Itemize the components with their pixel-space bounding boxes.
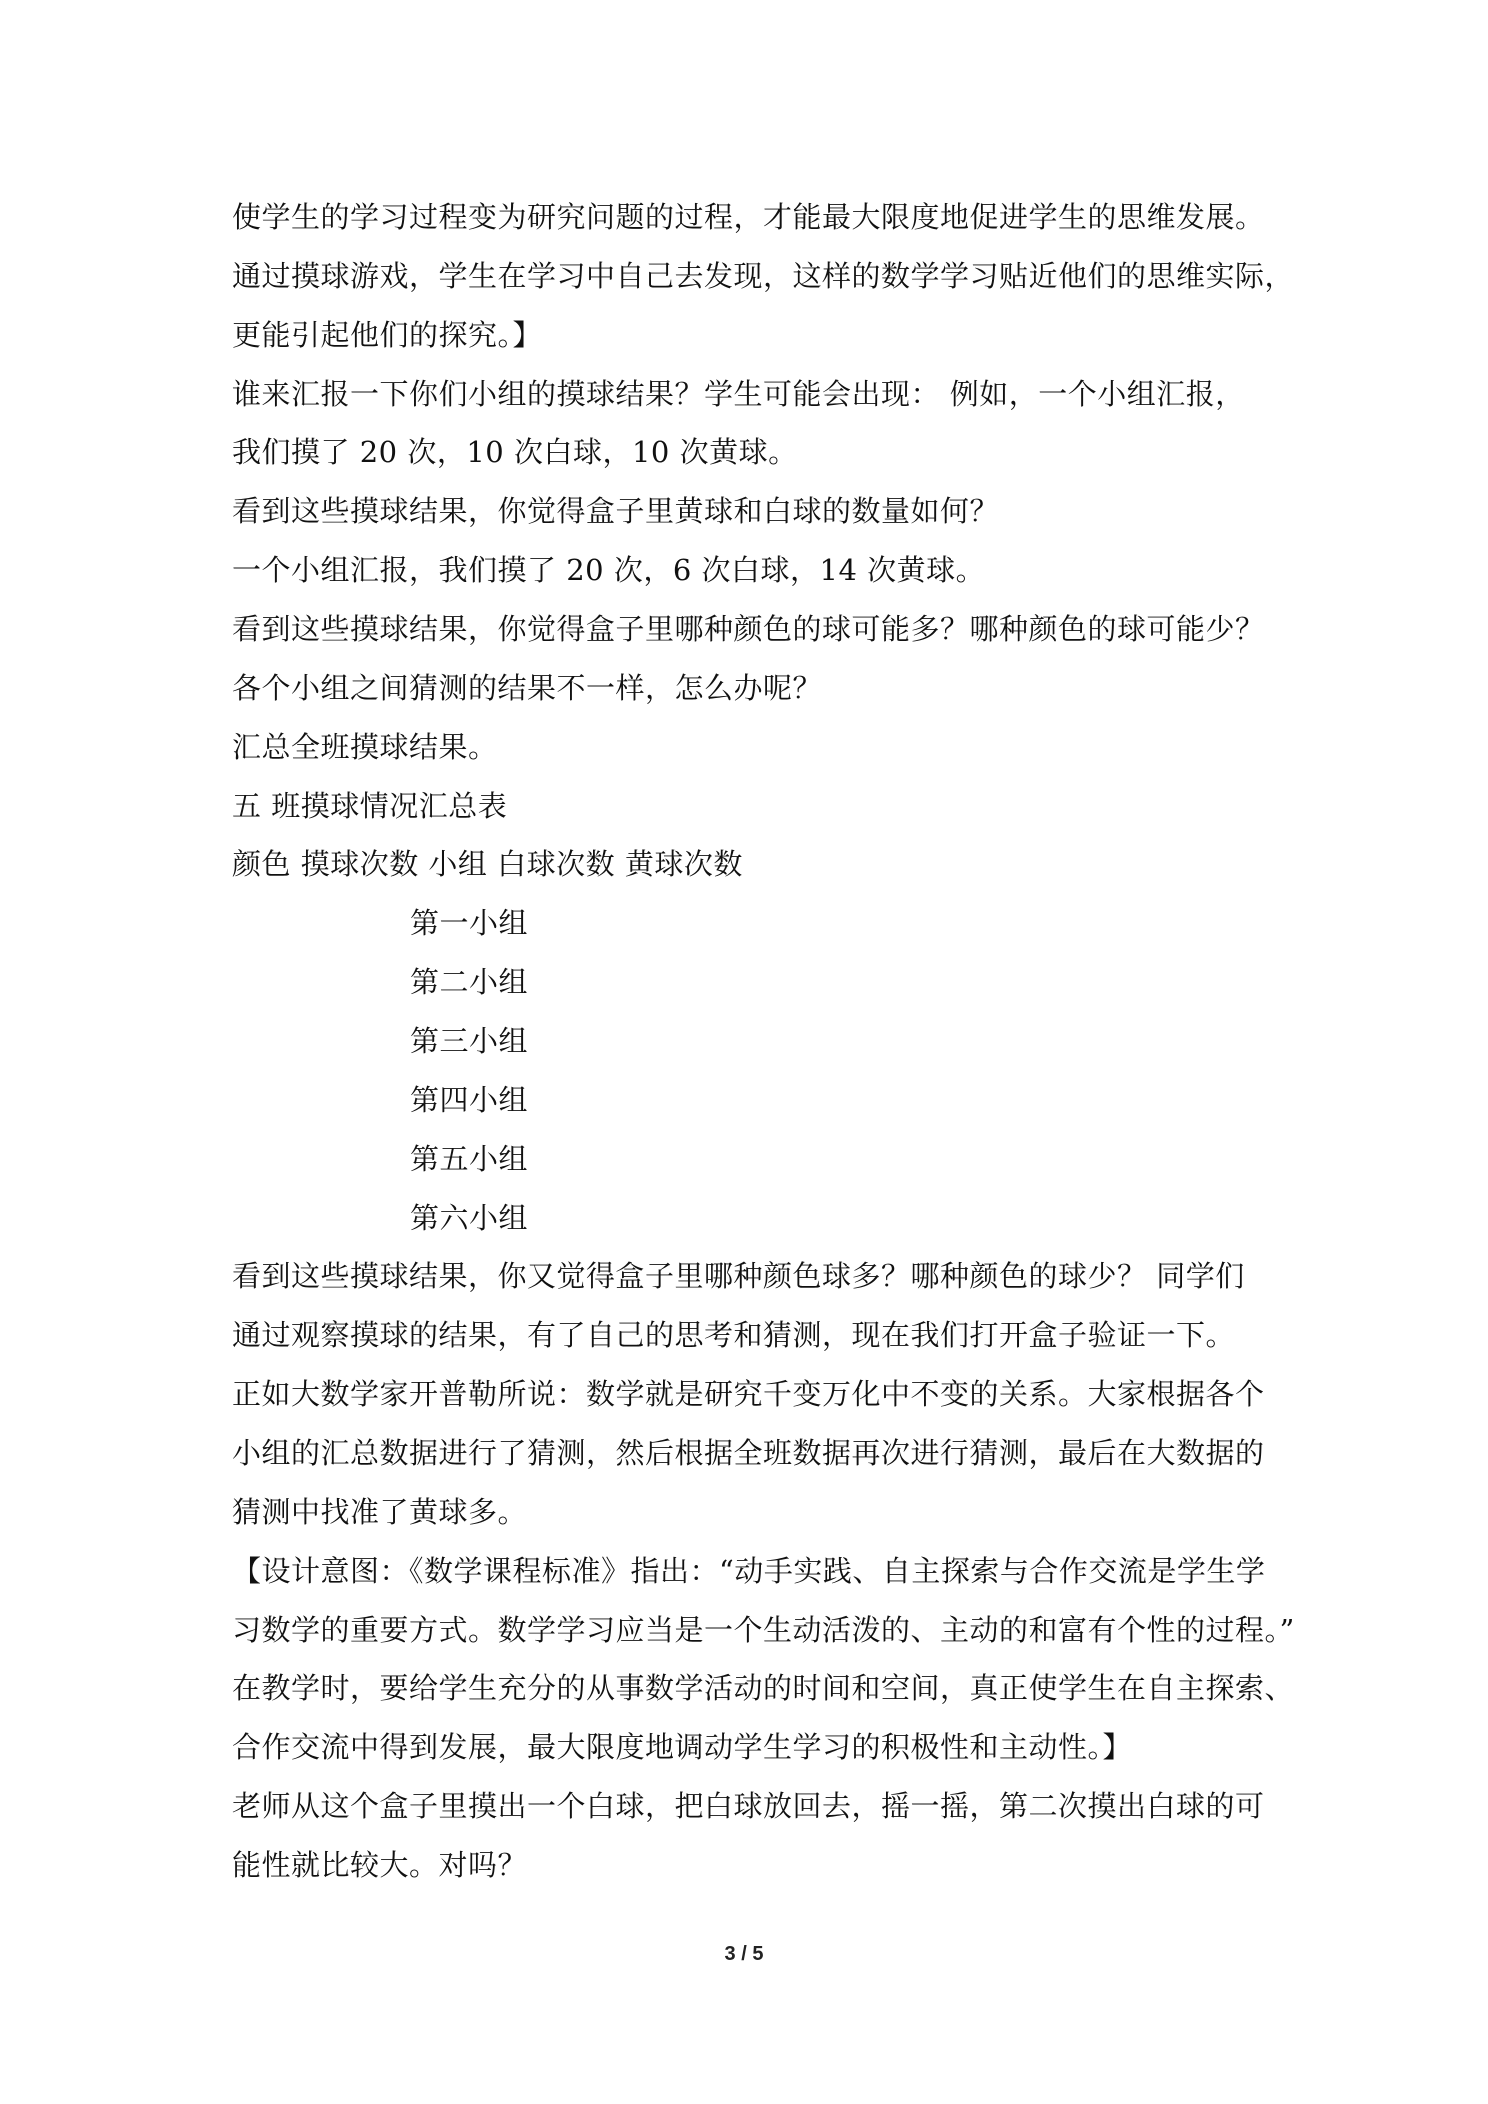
table-row-label: 第三小组 bbox=[410, 1024, 529, 1058]
table-row-label: 第二小组 bbox=[410, 965, 529, 999]
text-line: 习数学的重要方式。数学学习应当是一个生动活泼的、主动的和富有个性的过程。” bbox=[232, 1613, 1295, 1647]
text-line: 使学生的学习过程变为研究问题的过程，才能最大限度地促进学生的思维发展。 bbox=[232, 200, 1265, 234]
text-line: 正如大数学家开普勒所说：数学就是研究千变万化中不变的关系。大家根据各个 bbox=[232, 1377, 1265, 1411]
text-line: 各个小组之间猜测的结果不一样，怎么办呢？ bbox=[232, 671, 823, 705]
text-line: 在教学时，要给学生充分的从事数学活动的时间和空间，真正使学生在自主探索、 bbox=[232, 1671, 1295, 1705]
text-line: 看到这些摸球结果，你觉得盒子里哪种颜色的球可能多？哪种颜色的球可能少？ bbox=[232, 612, 1265, 646]
text-line: 一个小组汇报，我们摸了 20 次，6 次白球，14 次黄球。 bbox=[232, 553, 986, 587]
table-title: 五 班摸球情况汇总表 bbox=[232, 789, 508, 823]
text-line: 猜测中找准了黄球多。 bbox=[232, 1495, 528, 1529]
table-row-label: 第六小组 bbox=[410, 1201, 529, 1235]
page-number: 3 / 5 bbox=[724, 1943, 764, 1965]
text-line: 更能引起他们的探究。】 bbox=[232, 318, 543, 352]
table-row-label: 第一小组 bbox=[410, 906, 529, 940]
table-row-label: 第四小组 bbox=[410, 1083, 529, 1117]
text-line: 合作交流中得到发展，最大限度地调动学生学习的积极性和主动性。】 bbox=[232, 1730, 1133, 1764]
text-line: 看到这些摸球结果，你觉得盒子里黄球和白球的数量如何？ bbox=[232, 494, 1000, 528]
text-line: 谁来汇报一下你们小组的摸球结果？学生可能会出现： 例如，一个小组汇报， bbox=[232, 377, 1245, 411]
text-line: 老师从这个盒子里摸出一个白球，把白球放回去，摇一摇，第二次摸出白球的可 bbox=[232, 1789, 1265, 1823]
text-line: 我们摸了 20 次，10 次白球，10 次黄球。 bbox=[232, 435, 798, 469]
text-line: 通过摸球游戏，学生在学习中自己去发现，这样的数学学习贴近他们的思维实际， bbox=[232, 259, 1295, 293]
text-line: 看到这些摸球结果，你又觉得盒子里哪种颜色球多？哪种颜色的球少？ 同学们 bbox=[232, 1259, 1245, 1293]
text-line: 通过观察摸球的结果，有了自己的思考和猜测，现在我们打开盒子验证一下。 bbox=[232, 1318, 1236, 1352]
text-line: 【设计意图：《数学课程标准》指出：“动手实践、自主探索与合作交流是学生学 bbox=[232, 1554, 1266, 1588]
table-row-label: 第五小组 bbox=[410, 1142, 529, 1176]
table-header: 颜色 摸球次数 小组 白球次数 黄球次数 bbox=[232, 847, 743, 881]
text-line: 小组的汇总数据进行了猜测，然后根据全班数据再次进行猜测，最后在大数据的 bbox=[232, 1436, 1265, 1470]
text-line: 汇总全班摸球结果。 bbox=[232, 730, 498, 764]
text-line: 能性就比较大。对吗？ bbox=[232, 1848, 528, 1882]
